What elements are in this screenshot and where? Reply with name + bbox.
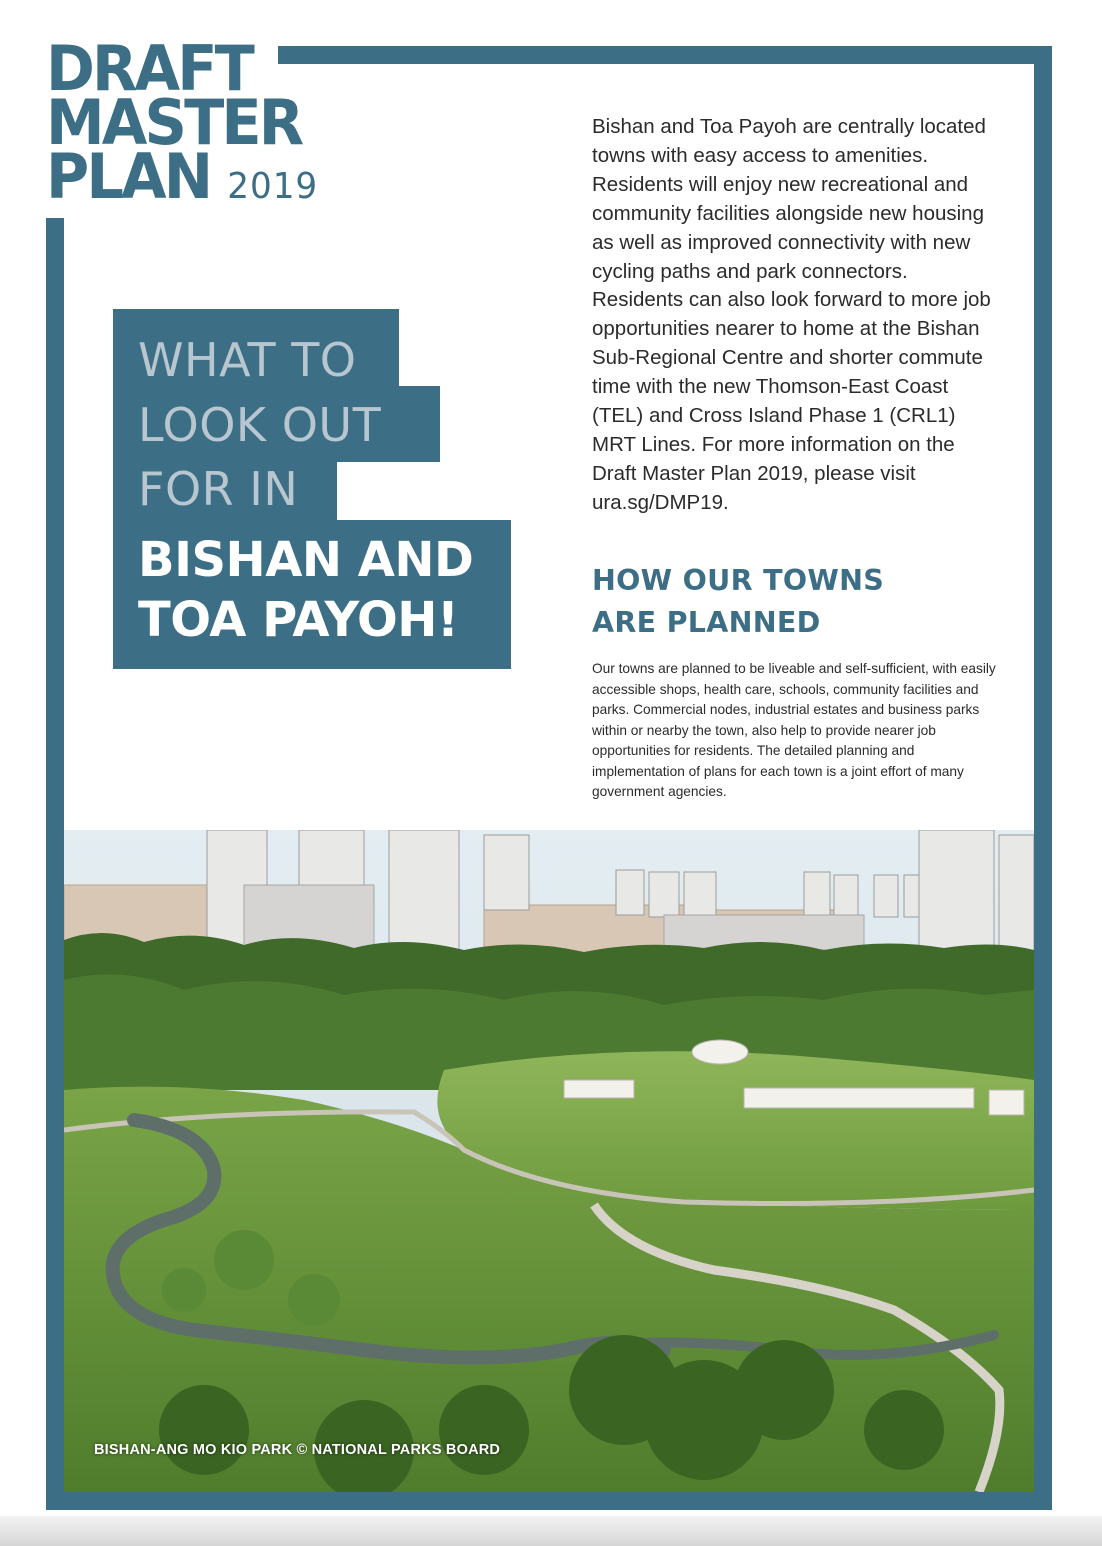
frame-right-bar	[1034, 46, 1052, 1510]
section-title-line-1: HOW OUR TOWNS	[592, 564, 885, 597]
logo-line-plan	[46, 140, 319, 214]
logo-year: 2019	[227, 166, 319, 207]
frame-top-bar	[278, 46, 1052, 64]
frame-left-bar	[46, 218, 64, 1510]
logo-plan-word: PLAN	[46, 140, 211, 213]
park-photo	[64, 830, 1034, 1492]
section-title	[592, 560, 1012, 644]
headline-line-1: WHAT TO	[138, 333, 357, 387]
headline-town-line-2: TOA PAYOH!	[138, 592, 459, 648]
intro-paragraph: Bishan and Toa Payoh are centrally located towns with easy access to amenities. Residents will enjoy new recreational and community facilities alongside new housing as well as improved connectivity with new cycling paths and park connectors. Residents can also look forward to more job opportunities nearer to home at the Bishan Sub-Regional Centre and shorter commute time with the new Thomson-East Coast (TEL) and Cross Island Phase 1 (CRL1) MRT Lines. For more information on the Draft Master Plan 2019, please visit ura.sg/DMP19.	[592, 115, 991, 514]
headline-line-3: FOR IN	[138, 462, 299, 516]
headline-town-line-1: BISHAN AND	[138, 532, 474, 588]
section-body: Our towns are planned to be liveable and self-sufficient, with easily accessible shops, health care, schools, community facilities and parks. Commercial nodes, industrial estates and business parks within or nearby the town, also help to provide nearer job opportunities for residents. The detailed planning and implementation of plans for each town is a joint effort of many government agencies.	[592, 661, 996, 799]
logo-line-draft: DRAFT	[46, 32, 253, 105]
frame-bottom-bar	[46, 1492, 1052, 1510]
page-bottom-shade	[0, 1516, 1102, 1546]
park-photo-illustration	[64, 830, 1034, 1492]
headline-line-2: LOOK OUT	[138, 398, 382, 452]
logo-line-master: MASTER	[46, 86, 302, 159]
draft-master-plan-logo	[46, 32, 332, 214]
section-title-line-2: ARE PLANNED	[592, 606, 821, 639]
photo-caption: BISHAN-ANG MO KIO PARK © NATIONAL PARKS BOARD	[94, 1442, 501, 1458]
